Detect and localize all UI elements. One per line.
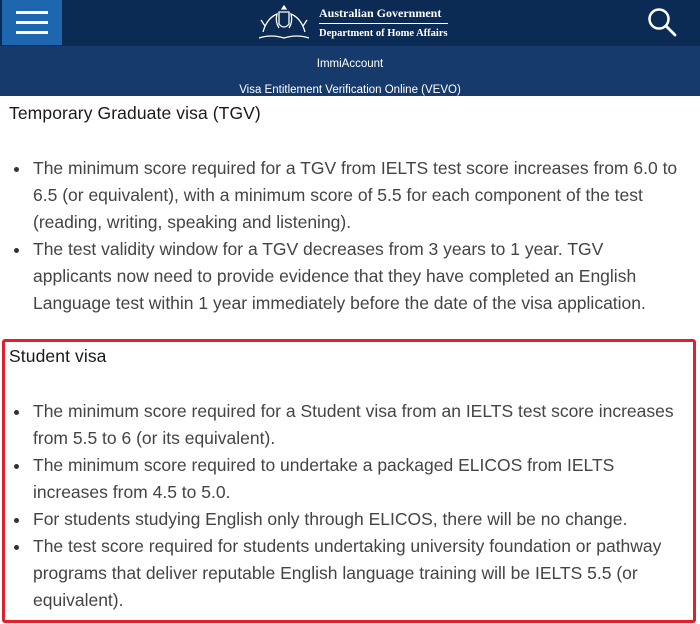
coat-of-arms-icon <box>255 2 313 44</box>
site-logo[interactable] <box>255 0 448 46</box>
search-icon[interactable] <box>646 6 678 38</box>
government-name: Australian Government <box>319 7 448 24</box>
tgv-heading: Temporary Graduate visa (TGV) <box>9 103 261 123</box>
list-item: The test score required for students undertaking university foundation or pathway programs that deliver reputable English language training will be IELTS 5.5 (or equivalent). <box>0 533 680 614</box>
quick-links-bar <box>0 46 700 96</box>
student-visa-list <box>0 398 680 614</box>
hamburger-menu-icon[interactable] <box>2 0 62 45</box>
list-item: The minimum score required for a TGV from IELTS test score increases from 6.0 to 6.5 (or equivalent), with a minimum score of 5.5 for each component of the test (reading, writing, speaking and listening). <box>0 155 680 236</box>
site-header <box>0 0 700 46</box>
list-item: The minimum score required for a Student visa from an IELTS test score increases from 5.5 to 6 (or its equivalent). <box>0 398 680 452</box>
list-item: For students studying English only through ELICOS, there will be no change. <box>0 506 680 533</box>
list-item: The test validity window for a TGV decreases from 3 years to 1 year. TGV applicants now need to provide evidence that they have completed an English Language test within 1 year immediately before the date of the visa application. <box>0 236 680 317</box>
tgv-list <box>0 155 680 317</box>
student-visa-heading: Student visa <box>9 346 107 366</box>
vevo-link[interactable]: Visa Entitlement Verification Online (VEVO) <box>239 84 461 96</box>
immiaccount-link[interactable]: ImmiAccount <box>316 58 384 70</box>
department-name: Department of Home Affairs <box>319 27 448 39</box>
list-item: The minimum score required to undertake a packaged ELICOS from IELTS increases from 4.5 to 5.0. <box>0 452 680 506</box>
